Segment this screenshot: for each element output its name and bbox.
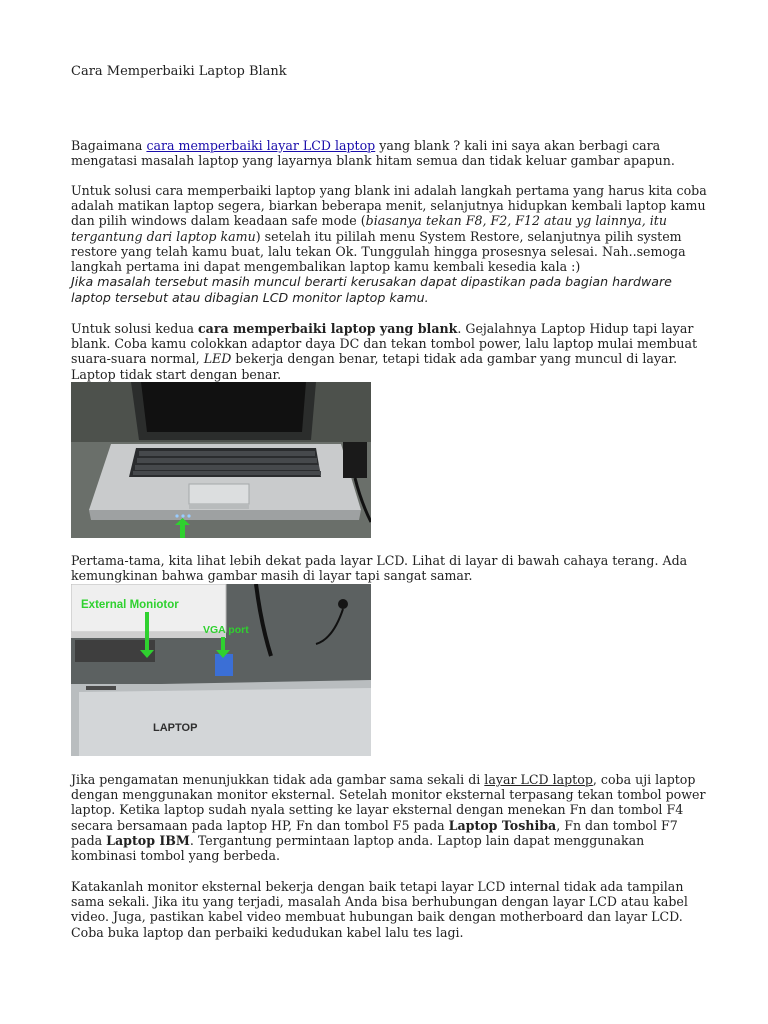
paragraph-second-italic: LED: [203, 351, 232, 367]
label-laptop: LAPTOP: [153, 722, 198, 734]
paragraph-second-bold: cara memperbaiki laptop yang blank: [197, 321, 458, 336]
paragraph-second-post: bekerja dengan benar, tetapi tidak ada gambar yang muncul di layar. Laptop tidak start dengan benar.: [71, 351, 678, 382]
label-vga-port: VGA port: [203, 624, 249, 636]
paragraph-hardware-note: Jika masalah tersebut masih muncul berarti kerusakan dapat dipastikan pada bagian hardware laptop tersebut atau dibagian LCD monitor laptop kamu.: [71, 274, 672, 306]
paragraph-safe-mode-italic: biasanya tekan F8, F2, F12 atau yg lainnya, itu tergantung dari laptop kamu: [71, 213, 667, 244]
paragraph-second-pre: Untuk solusi kedua: [71, 321, 198, 336]
paragraph-video-cable: Katakanlah monitor eksternal bekerja dengan baik tetapi layar LCD internal tidak ada tampilan sama sekali. Jika itu yang terjadi, masalah Anda bisa berhubungan dengan layar LCD atau kabel video. Juga, pastikan kabel video membuat hubungan baik dengan motherboard dan layar LCD. Coba buka laptop dan perbaiki kedudukan kabel lalu tes lagi.: [71, 879, 688, 940]
paragraph-external-mid2: , Fn dan tombol F7 pada: [71, 817, 678, 848]
document-title: Cara Memperbaiki Laptop Blank: [71, 64, 287, 79]
paragraph-safe-mode: [71, 183, 711, 306]
lcd-repair-link[interactable]: cara memperbaiki layar LCD laptop: [146, 138, 376, 153]
paragraph-external-post: . Tergantung permintaan laptop anda. Laptop lain dapat menggunakan kombinasi tombol yang berbeda.: [71, 832, 645, 864]
paragraph-external-mid1: , coba uji laptop dengan menggunakan monitor eksternal. Setelah monitor eksternal terpasang tekan tombol power laptop. Ketika laptop sudah nyala setting ke layar eksternal dengan menekan Fn dan tombol F4 secara bersamaan pada laptop HP, Fn dan tombol F5 pada: [71, 772, 706, 833]
paragraph-safe-mode-pre: Untuk solusi cara memperbaiki laptop yang blank ini adalah langkah pertama yang harus kita coba adalah matikan laptop segera, biarkan beberapa menit, selanjutnya hidupkan kembali laptop kamu dan pilih windows dalam keadaan safe mode (: [71, 183, 707, 229]
paragraph-inspect-lcd: Pertama-tama, kita lihat lebih dekat pada layar LCD. Lihat di layar di bawah cahaya terang. Ada kemungkinan bahwa gambar masih di layar tapi sangat samar.: [71, 553, 688, 584]
paragraph-safe-mode-post: ) setelah itu pililah menu System Restore, selanjutnya pilih system restore yang telah kamu buat, lalu tekan Ok. Tunggulah hingga prosesnya selesai. Nah..semoga langkah pertama ini dapat mengembalikan laptop kamu kembali kesedia kala :): [71, 228, 686, 275]
paragraph-intro-post: yang blank ? kali ini saya akan berbagi cara mengatasi masalah laptop yang layarnya blank hitam semua dan tidak keluar gambar apapun.: [71, 138, 675, 169]
paragraph-second-solution: [71, 321, 711, 382]
lcd-screen-link[interactable]: layar LCD laptop: [484, 772, 593, 787]
paragraph-intro: [71, 138, 711, 168]
label-external-monitor: External Moniotor: [81, 599, 179, 611]
laptop-keyboard-photo: [71, 382, 371, 538]
paragraph-intro-pre: Bagaimana: [71, 138, 147, 153]
paragraph-external-pre: Jika pengamatan menunjukkan tidak ada gambar sama sekali di: [71, 772, 485, 787]
paragraph-external-monitor: [71, 772, 711, 863]
paragraph-external-bold2: Laptop IBM: [106, 832, 190, 848]
paragraph-external-bold1: Laptop Toshiba: [448, 817, 557, 833]
external-monitor-photo: [71, 584, 371, 756]
paragraph-second-mid: . Gejalahnya Laptop Hidup tapi layar blank. Coba kamu colokkan adaptor daya DC dan tekan tombol power, lalu laptop mulai membuat suara-suara normal,: [71, 321, 698, 367]
